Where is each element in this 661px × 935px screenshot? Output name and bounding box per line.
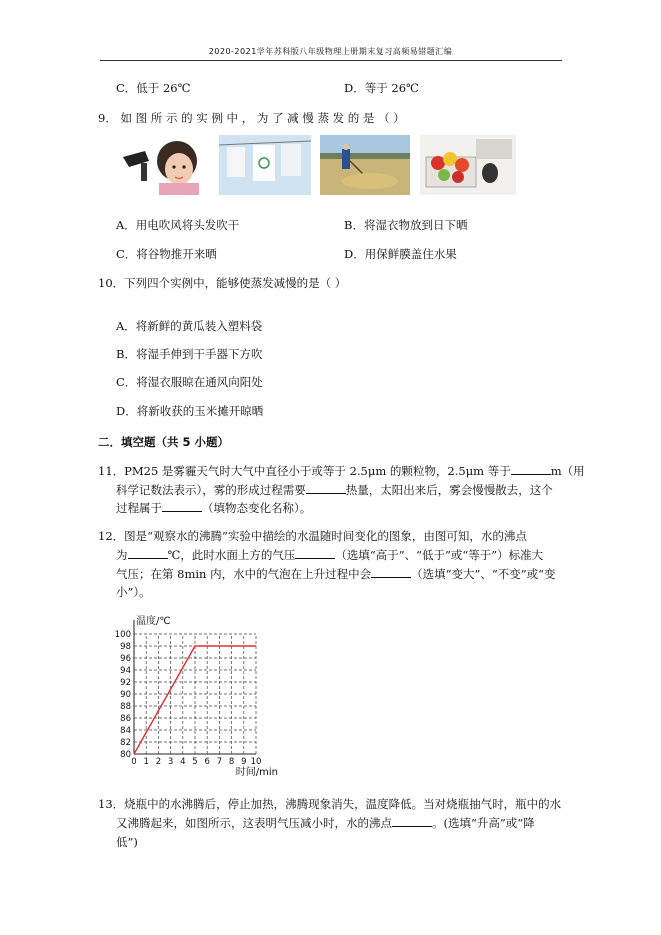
q10-option-d: D．将新收获的玉米摊开晾晒: [116, 404, 264, 418]
boiling-temperature-chart: [108, 612, 298, 782]
y-tick-label: 94: [120, 666, 131, 676]
x-tick-label: 4: [180, 757, 186, 767]
q9-option-b: B．将湿衣物放到日下晒: [344, 218, 468, 232]
q9-option-a: A．用电吹风将头发吹干: [116, 218, 240, 232]
q11-text-1b: m（用: [550, 464, 585, 478]
q11-text-2a: 科学记数法表示），雾的形成过程需要: [116, 483, 306, 497]
section-title: 二．填空题（共 5 小题）: [98, 435, 230, 449]
x-tick-label: 2: [155, 757, 162, 767]
q12-blank-2: [295, 548, 335, 559]
x-axis-label: 时间/min: [235, 767, 278, 778]
y-tick-label: 92: [120, 678, 131, 688]
q9-photo-fruit-covered: [420, 135, 516, 195]
q11-text-2b: 热量，太阳出来后，雾会慢慢散去，这个: [345, 483, 553, 497]
q11-text-3a: 过程属于: [116, 501, 162, 515]
q13-line-1: 13．烧瓶中的水沸腾后，停止加热，沸腾现象消失，温度降低。当对烧瓶抽气时，瓶中的水: [98, 797, 562, 811]
x-tick-label: 6: [204, 757, 210, 767]
q12-line-4: 小”）。: [116, 585, 151, 599]
x-tick-label: 10: [250, 757, 262, 767]
y-tick-label: 80: [120, 750, 131, 760]
y-tick-label: 90: [120, 690, 131, 700]
q13-blank-1: [392, 816, 432, 827]
q11-blank-3: [162, 501, 202, 512]
x-tick-label: 1: [143, 757, 149, 767]
y-tick-label: 98: [120, 642, 131, 652]
y-tick-label: 100: [114, 630, 131, 640]
q9-photo-grain-spreading: [320, 135, 410, 195]
q13-text-2b: 。(选填“升高”或“降: [432, 816, 535, 830]
q12-line-2: [116, 547, 543, 563]
q12-blank-3: [371, 567, 411, 578]
x-tick-label: 9: [241, 757, 247, 767]
q11-line-3: [116, 500, 311, 516]
q12-text-2c: （选填“高于”、“低于”或“等于”）标准大: [335, 548, 544, 562]
y-tick-label: 82: [120, 738, 131, 748]
header-rule: [100, 60, 562, 61]
y-axis-label: 温度/℃: [136, 616, 171, 627]
q10-option-b: B．将湿手伸到干手器下方吹: [116, 347, 263, 361]
x-tick-label: 0: [131, 757, 137, 767]
q13-line-2: [116, 815, 535, 831]
y-tick-label: 88: [120, 702, 131, 712]
y-tick-label: 96: [120, 654, 131, 664]
q11-blank-1: [511, 464, 551, 475]
q12-line-1: 12．图是“观察水的沸腾”实验中描绘的水温随时间变化的图象，由图可知，水的沸点: [98, 529, 527, 543]
x-tick-label: 5: [192, 757, 198, 767]
x-tick-label: 8: [228, 757, 235, 767]
q9-photo-hair-dryer: [119, 135, 209, 195]
y-tick-label: 86: [120, 714, 131, 724]
q11-line-1: [98, 463, 585, 479]
q9-option-d: D．用保鲜膜盖住水果: [344, 247, 457, 261]
q9-option-c: C．将谷物推开来晒: [116, 247, 217, 261]
q12-blank-1: [128, 548, 168, 559]
x-tick-label: 7: [216, 757, 223, 767]
q12-line-3: [116, 566, 556, 582]
q11-text-3b: （填物态变化名称）。: [202, 501, 312, 515]
q8-option-d: D．等于 26℃: [344, 81, 419, 95]
q10-stem: 10．下列四个实例中，能够使蒸发减慢的是（ ）: [98, 276, 347, 290]
y-tick-label: 84: [120, 726, 131, 736]
q11-text-1a: 11．PM25 是雾霾天气时大气中直径小于或等于 2.5μm 的颗粒物，2.5μm 等于: [98, 464, 511, 478]
q8-option-c: C．低于 26℃: [116, 81, 191, 95]
q12-text-3a: 气压；在第 8min 内，水中的气泡在上升过程中会: [116, 567, 372, 581]
q12-text-2a: 为: [116, 548, 128, 562]
q10-option-a: A．将新鲜的黄瓜装入塑料袋: [116, 319, 263, 333]
q13-text-2a: 又沸腾起来，如图所示，这表明气压减小时，水的沸点: [116, 816, 392, 830]
q9-photo-clothes-in-sun: [219, 135, 311, 195]
q11-blank-2: [306, 483, 346, 494]
x-tick-label: 3: [167, 757, 174, 767]
q13-line-3: 低”): [116, 835, 138, 849]
q12-text-3b: （选填“变大”、“不变”或“变: [411, 567, 556, 581]
q9-stem: 9． 如 图 所 示 的 实 例 中 ， 为 了 减 慢 蒸 发 的 是 （ ）: [98, 111, 405, 125]
page-header: 2020-2021学年苏科版八年级物理上册期末复习高频易错题汇编: [208, 47, 453, 56]
q11-line-2: [116, 482, 553, 498]
q12-text-2b: ℃，此时水面上方的气压: [167, 548, 296, 562]
q10-option-c: C．将湿衣服晾在通风向阳处: [116, 375, 263, 389]
